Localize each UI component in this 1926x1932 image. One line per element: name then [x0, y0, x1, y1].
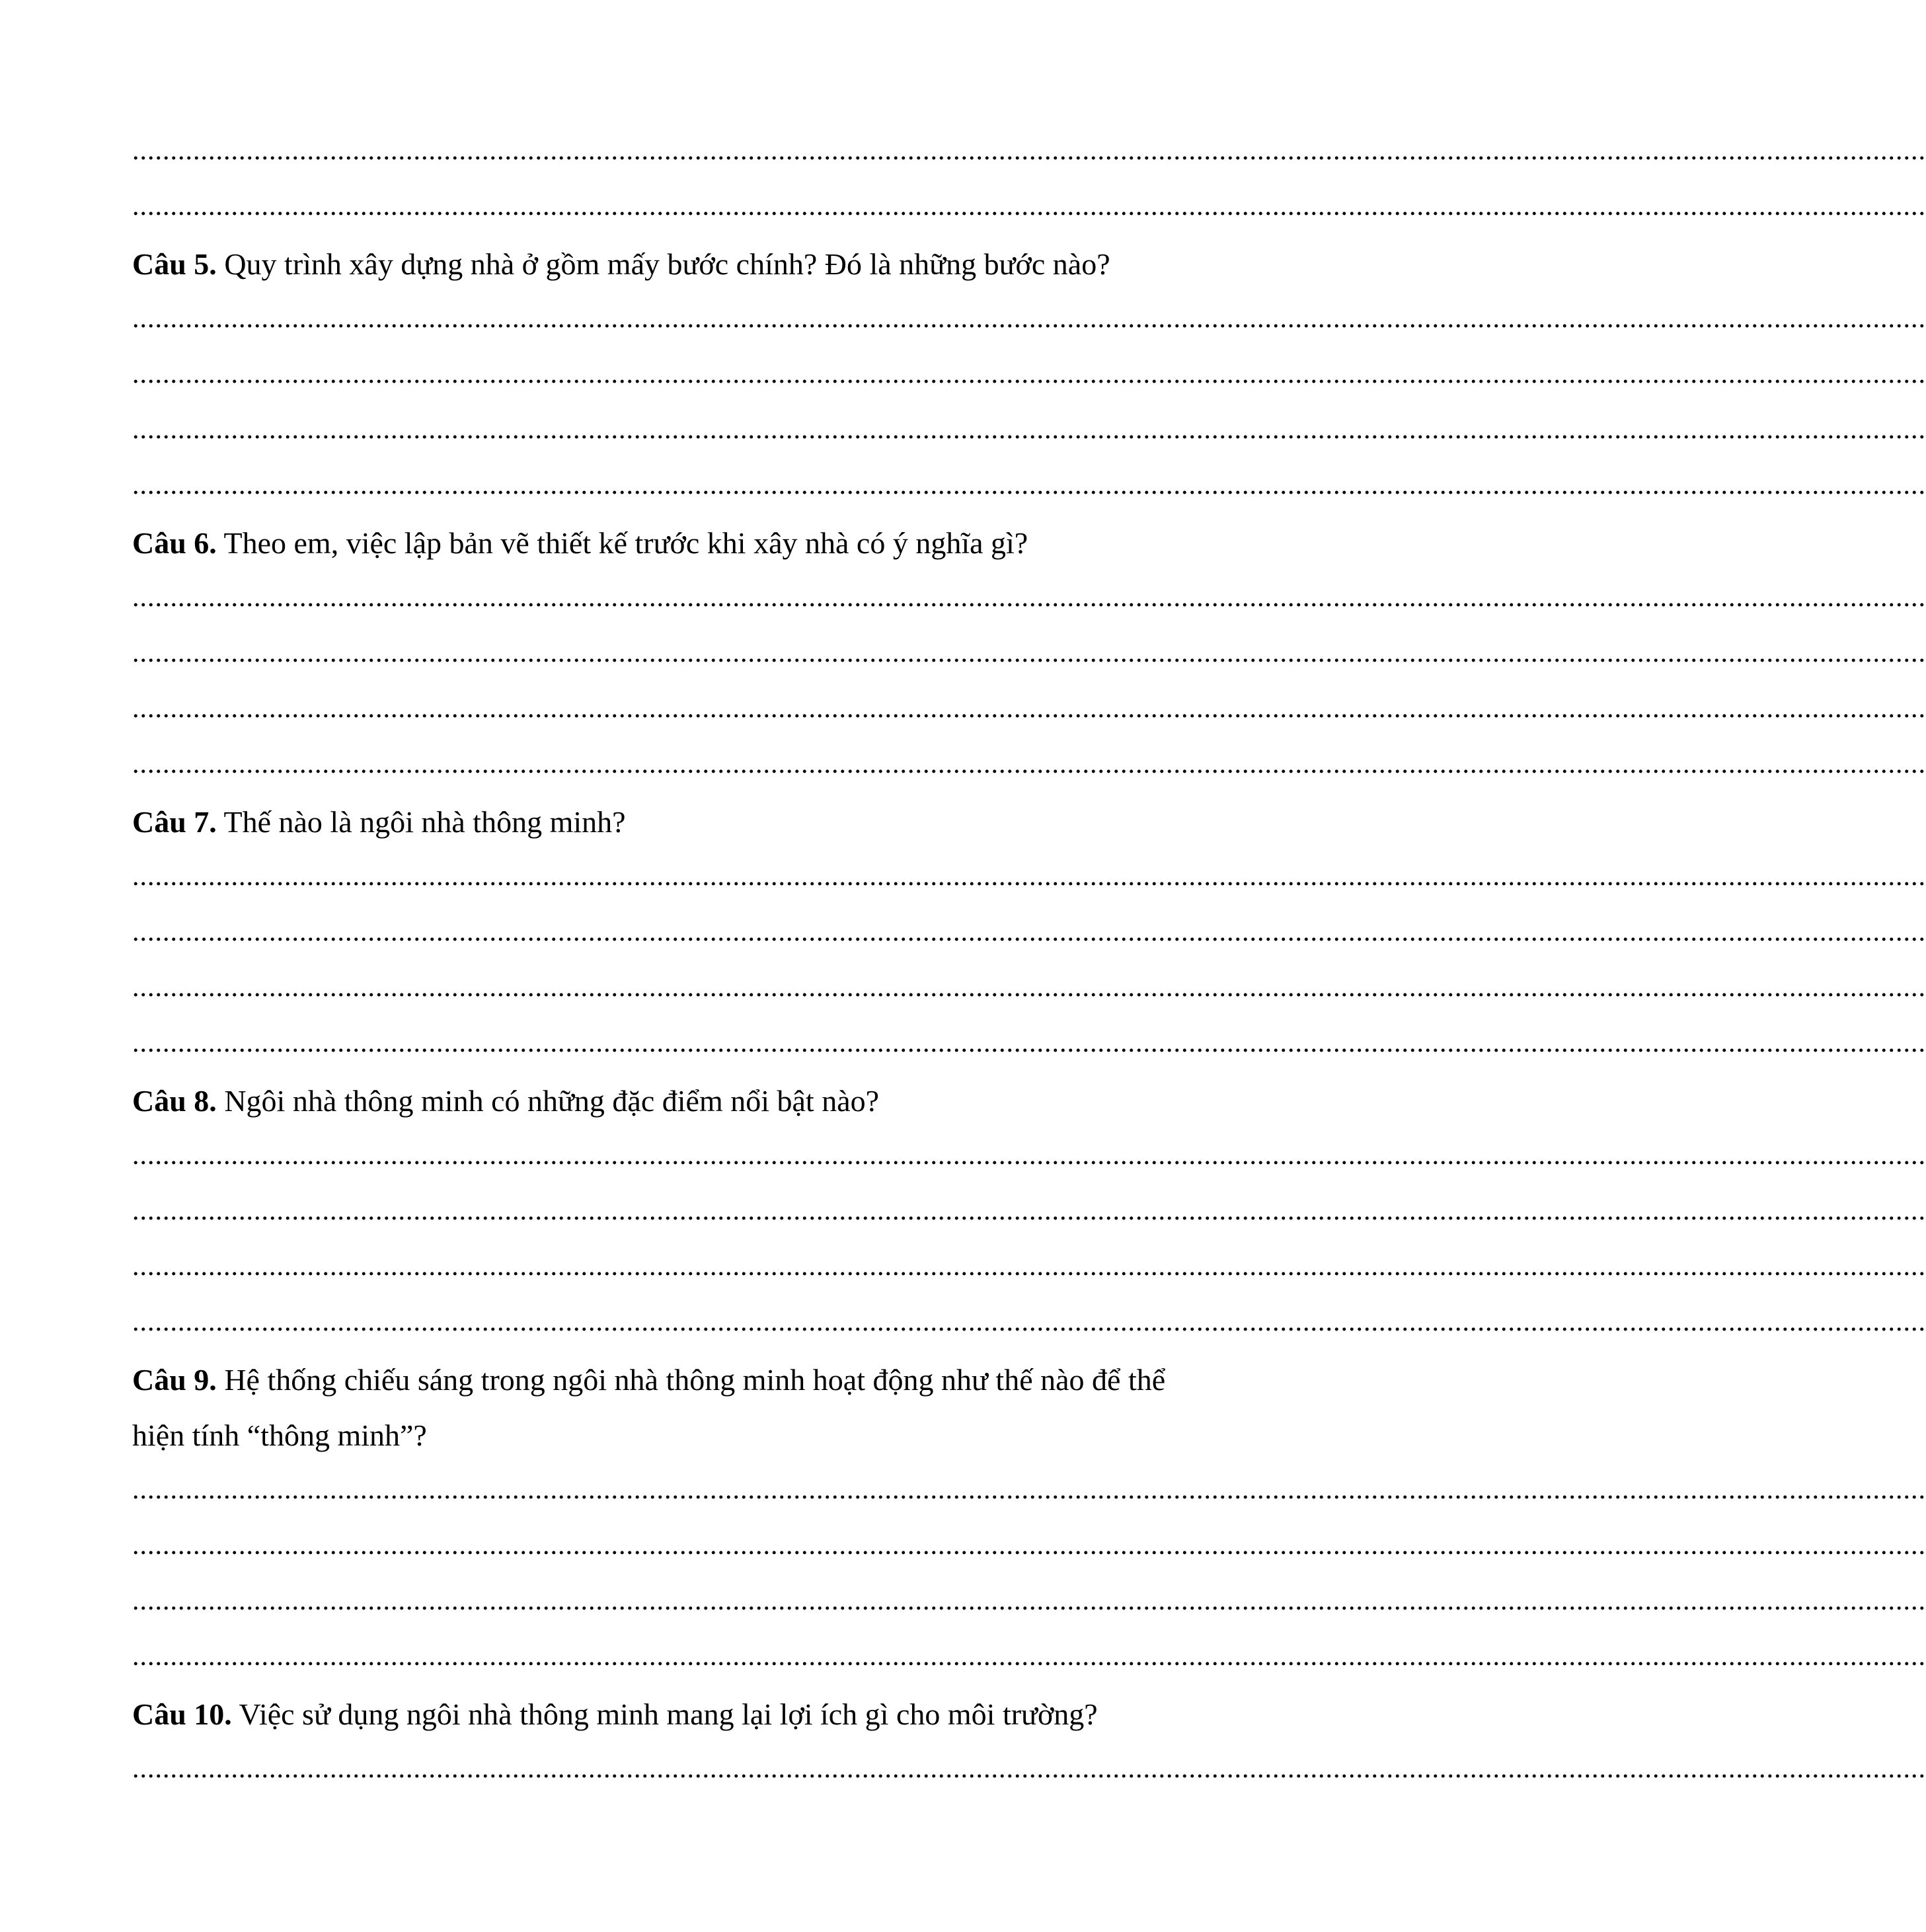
question-text: Thế nào là ngôi nhà thông minh?: [216, 805, 626, 839]
question-text: Việc sử dụng ngôi nhà thông minh mang lại lợi ích gì cho môi trường?: [231, 1697, 1098, 1731]
answer-line: ............................................................................................................................................................................................................................................: [132, 638, 1926, 668]
question-7: [132, 794, 1256, 850]
answer-line: ............................................................................................................................................................................................................................................: [132, 1251, 1926, 1282]
question-8: [132, 1073, 1256, 1129]
question-text: Quy trình xây dựng nhà ở gồm mấy bước chính? Đó là những bước nào?: [216, 247, 1110, 281]
answer-line: ............................................................................................................................................................................................................................................: [132, 1475, 1926, 1505]
question-label: Câu 6.: [132, 526, 217, 560]
question-text-continued: hiện tính “thông minh”?: [132, 1418, 427, 1452]
answer-line: ............................................................................................................................................................................................................................................: [132, 1196, 1926, 1226]
answer-line: ............................................................................................................................................................................................................................................: [132, 1754, 1926, 1784]
question-text: Hệ thống chiếu sáng trong ngôi nhà thông minh hoạt động như thế nào để thể: [216, 1363, 1166, 1397]
answer-line: ............................................................................................................................................................................................................................................: [132, 1530, 1926, 1561]
question-label: Câu 7.: [132, 805, 217, 839]
question-label: Câu 10.: [132, 1697, 232, 1731]
question-text: Theo em, việc lập bản vẽ thiết kế trước khi xây nhà có ý nghĩa gì?: [216, 526, 1028, 560]
answer-line: ............................................................................................................................................................................................................................................: [132, 1586, 1926, 1616]
answer-line: ............................................................................................................................................................................................................................................: [132, 1028, 1926, 1058]
answer-line: ............................................................................................................................................................................................................................................: [132, 191, 1926, 221]
answer-line: ............................................................................................................................................................................................................................................: [132, 749, 1926, 779]
question-5: [132, 237, 1256, 292]
answer-line: ............................................................................................................................................................................................................................................: [132, 861, 1926, 892]
answer-line: ............................................................................................................................................................................................................................................: [132, 693, 1926, 724]
answer-line: ............................................................................................................................................................................................................................................: [132, 135, 1926, 166]
question-6: [132, 516, 1256, 571]
question-label: Câu 5.: [132, 247, 217, 281]
answer-line: ............................................................................................................................................................................................................................................: [132, 972, 1926, 1003]
question-label: Câu 9.: [132, 1363, 217, 1397]
answer-line: ............................................................................................................................................................................................................................................: [132, 359, 1926, 389]
question-9: [132, 1352, 1256, 1463]
question-text: Ngôi nhà thông minh có những đặc điểm nổi bật nào?: [216, 1084, 880, 1118]
answer-line: ............................................................................................................................................................................................................................................: [132, 1641, 1926, 1672]
answer-line: ............................................................................................................................................................................................................................................: [132, 917, 1926, 947]
answer-line: ............................................................................................................................................................................................................................................: [132, 582, 1926, 613]
answer-line: ............................................................................................................................................................................................................................................: [132, 303, 1926, 334]
answer-line: ............................................................................................................................................................................................................................................: [132, 470, 1926, 500]
answer-line: ............................................................................................................................................................................................................................................: [132, 1140, 1926, 1171]
question-10: [132, 1687, 1256, 1742]
answer-line: ............................................................................................................................................................................................................................................: [132, 414, 1926, 445]
answer-line: ............................................................................................................................................................................................................................................: [132, 1307, 1926, 1337]
question-label: Câu 8.: [132, 1084, 217, 1118]
